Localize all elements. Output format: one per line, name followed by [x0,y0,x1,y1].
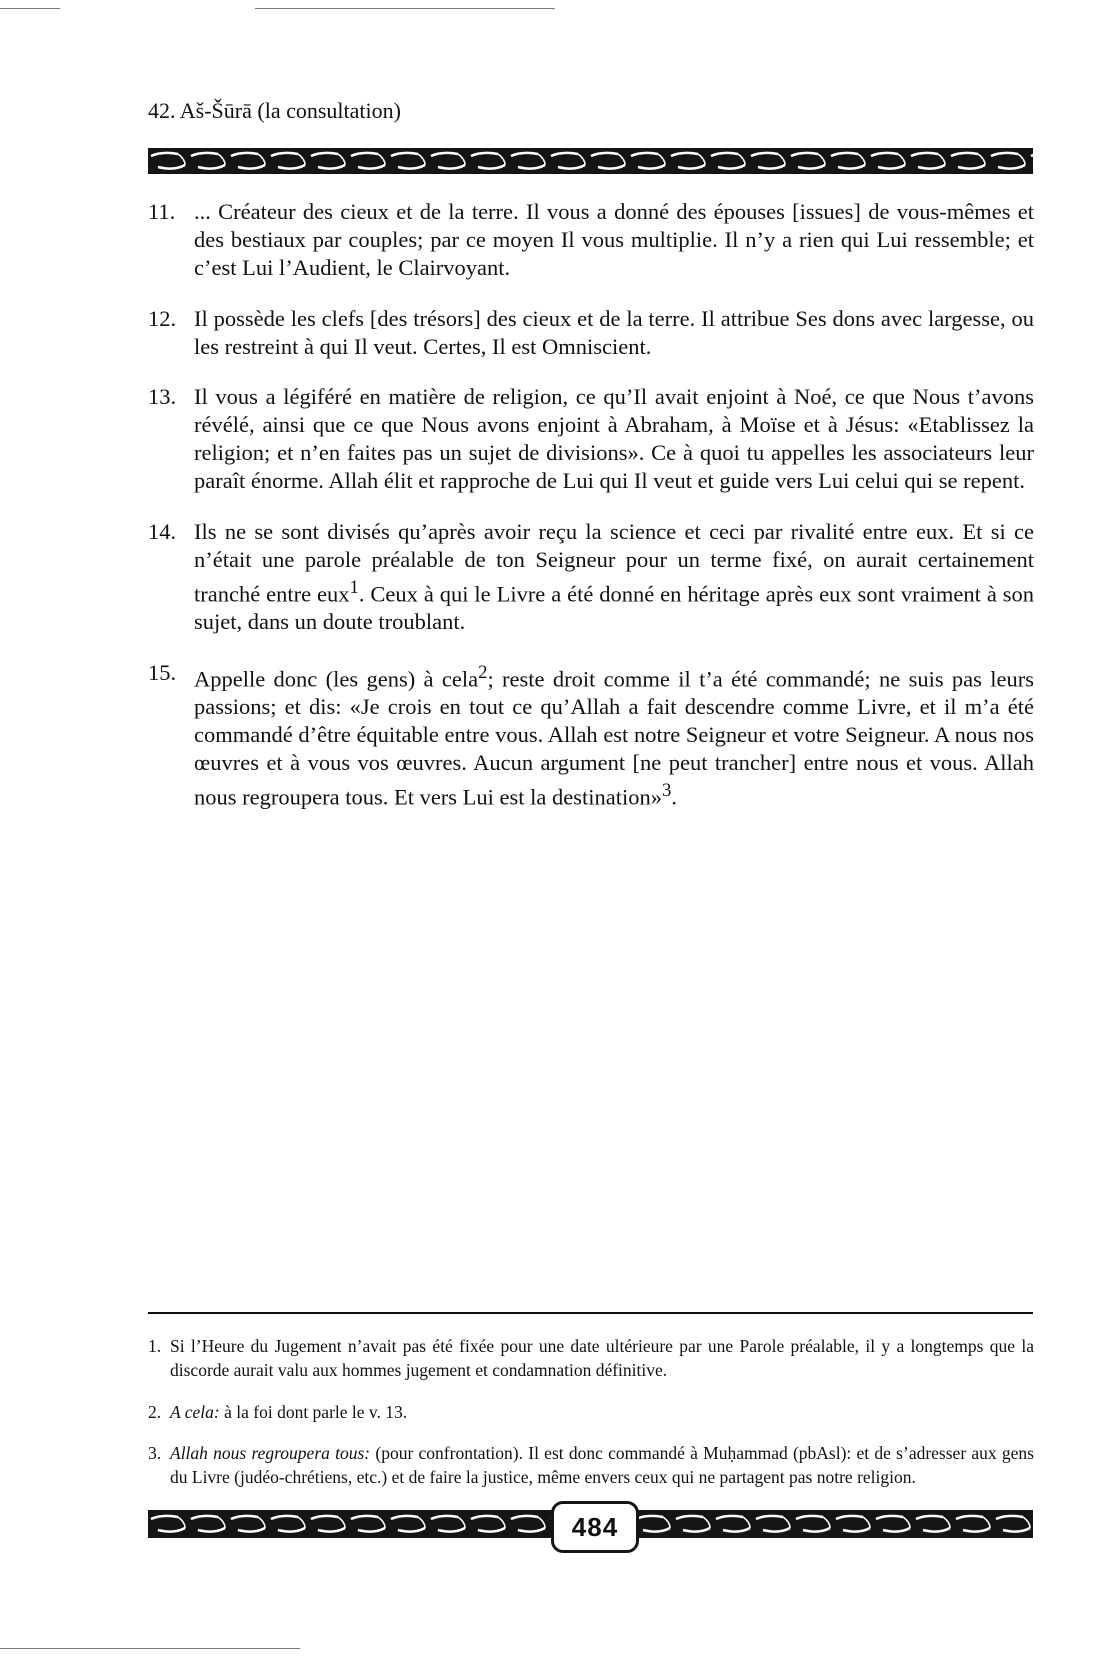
running-head: 42. Aš-Šūrā (la consultation) [148,98,401,123]
verse-text-end: . [671,784,678,810]
footnote-text: Si l’Heure du Jugement n’avait pas été fixée pour une date ultérieure par une Parole préalable, il y a longtemps que la discorde aurait valu aux hommes jugement et condamnation définitive. [170,1336,1034,1380]
footnote-number: 2. [148,1401,162,1422]
verse [148,383,1034,495]
top-ornament-band [148,148,1033,174]
bottom-ornament-band-right [633,1510,1033,1538]
verse [148,198,1034,282]
verse-text-cont: . Ceux à qui le Livre a été donné en héritage après eux sont vraiment à son sujet, dans un doute troublant. [194,581,1034,634]
footnote-list [148,1334,1034,1497]
footnote [148,1441,1034,1489]
footnote-keyword: A cela: [170,1401,220,1422]
footnote-ref: 3 [662,780,672,801]
footnote [148,1400,1034,1424]
footnote [148,1334,1034,1382]
verse-number: 13. [148,384,177,409]
bottom-ornament-band-left [148,1510,553,1538]
verse-text: Ils ne se sont divisés qu’après avoir reçu la science et ceci par rivalité entre eux. Et si ce n’était une parole préalable de ton Seigneur pour un terme fixé, on aurait certainement tranché entre eux [194,518,1034,606]
chain-ornament [633,1510,1033,1538]
verse-text: Il vous a légiféré en matière de religion, ce qu’Il avait enjoint à Noé, ce que Nous t’avons révélé, ainsi que ce que Nous avons enjoint à Abraham, à Moïse et à Jésus: «Etablissez la religion; et n’en faites pas un sujet de divisions». Ce à quoi tu appelles les associateurs leur paraît énorme. Allah élit et rapproche de Lui qui Il veut et guide vers Lui celui qui se repent. [194,384,1034,493]
footnote-text: à la foi dont parle le v. 13. [219,1401,408,1422]
footnote-rule [148,1312,1033,1314]
footnote-ref: 1 [349,576,359,598]
verse-list [148,198,1034,822]
verse-text-cont: ; reste droit comme il t’a été commandé; ne suis pas leurs passions; et dis: «Je crois en tout ce qu’Allah a fait descendre comme Livre, et il m’a été commandé d’être équitable entre vous. Allah est notre Seigneur et votre Seigneur. A nous nos œuvres et à vous vos œuvres. Aucun argument [ne peut trancher] entre nous et vous. Allah nous regroupera tous. Et vers Lui est la destination» [194,666,1034,810]
footnote-number: 1. [148,1336,162,1356]
verse [148,659,1034,812]
page-number: 484 [551,1501,639,1553]
scan-line-top-left [0,8,60,9]
footnote-ref: 2 [478,661,488,683]
footnote-keyword: Allah nous regroupera tous: [170,1443,371,1463]
chain-ornament [148,148,1033,174]
verse-text: ... Créateur des cieux et de la terre. Il vous a donné des épouses [issues] de vous-mêmes et des bestiaux par couples; par ce moyen Il vous multiplie. Il n’y a rien qui Lui ressemble; et c’est Lui l’Audient, le Clairvoyant. [194,199,1034,280]
scan-line-bottom [0,1648,300,1649]
verse [148,518,1034,637]
footnote-text: (pour confrontation). Il est donc commandé à Muḥammad (pbAsl): et de s’adresser aux gens du Livre (judéo-chrétiens, etc.) et de faire la justice, même envers ceux qui ne partagent pas notre religion. [170,1443,1034,1487]
verse-text: Appelle donc (les gens) à cela [194,666,479,691]
verse [148,305,1034,361]
chain-ornament [148,1510,553,1538]
verse-text: Il possède les clefs [des trésors] des cieux et de la terre. Il attribue Ses dons avec largesse, ou les restreint à qui Il veut. Certes, Il est Omniscient. [194,305,1034,359]
verse-number: 11. [148,199,176,224]
scan-line-top-right [255,8,555,9]
verse-number: 12. [148,305,177,331]
verse-number: 14. [148,518,177,544]
verse-number: 15. [148,659,177,685]
footnote-number: 3. [148,1443,162,1463]
